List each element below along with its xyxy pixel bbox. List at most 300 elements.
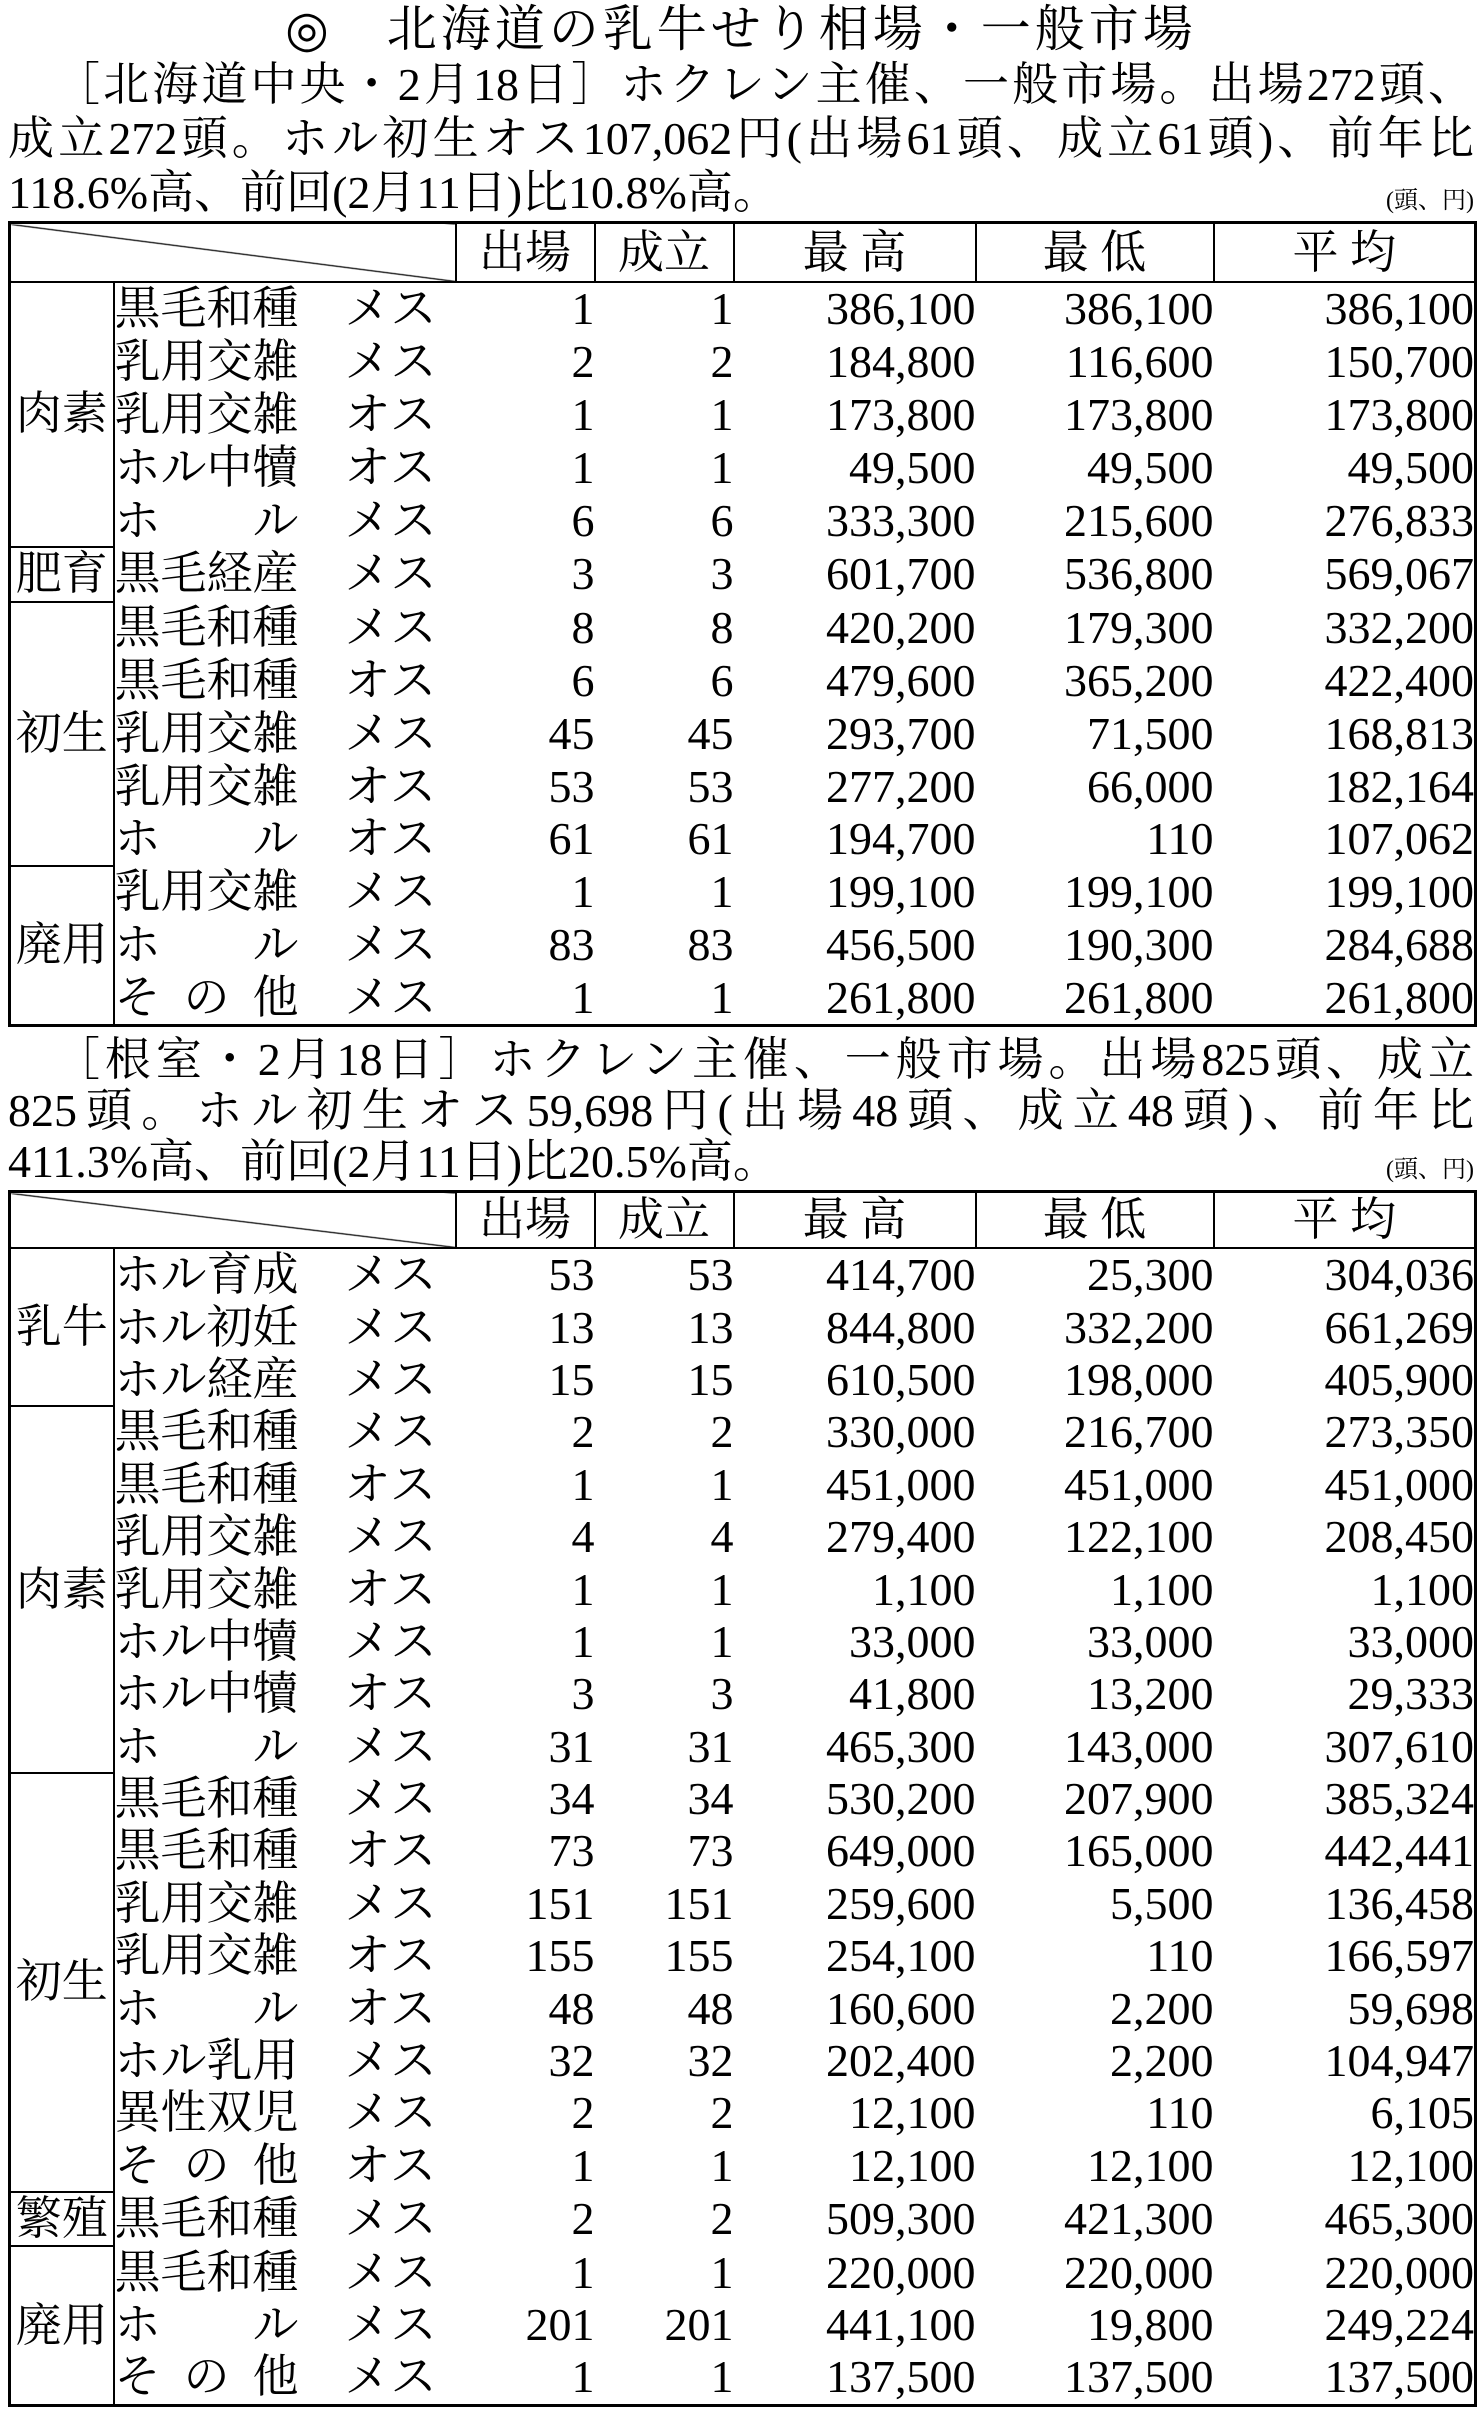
breed-char: 黒 xyxy=(114,1825,161,1877)
low-price: 165,000 xyxy=(1064,1825,1214,1877)
breed-char: ル xyxy=(252,2299,299,2350)
low-price: 19,800 xyxy=(1087,2299,1214,2350)
sold-count: 1 xyxy=(710,971,734,1023)
breed-name xyxy=(114,760,299,812)
breed-char: 乳 xyxy=(114,760,161,812)
table-body xyxy=(10,1248,1476,2405)
breed-char: 黒 xyxy=(114,283,161,335)
low-price: 421,300 xyxy=(1064,2193,1214,2245)
breed-char: 雑 xyxy=(252,336,299,388)
average-price: 385,324 xyxy=(1324,1773,1474,1825)
header-listed: 出場 xyxy=(456,1192,595,1249)
table-row xyxy=(10,494,1476,547)
low-price: 25,300 xyxy=(1087,1249,1214,1301)
row-label xyxy=(114,602,456,655)
low-price: 2,200 xyxy=(1110,1982,1214,2034)
breed-name xyxy=(114,918,299,970)
breed-char: ホ xyxy=(114,1720,161,1772)
header-high: 最 高 xyxy=(734,223,976,283)
average-price: 304,036 xyxy=(1324,1249,1474,1301)
breed-char: 種 xyxy=(252,2246,299,2298)
breed-char: 育 xyxy=(206,1249,253,1301)
low-price: 2,200 xyxy=(1110,2035,1214,2087)
breed-char: ホ xyxy=(114,2035,161,2087)
table-row xyxy=(10,282,1476,336)
table-row xyxy=(10,1930,1476,1982)
sex-label: メス xyxy=(344,1406,437,1458)
breed-char: 成 xyxy=(252,1249,299,1301)
listed-count: 73 xyxy=(548,1825,595,1877)
average-price: 332,200 xyxy=(1324,602,1474,654)
sold-count: 83 xyxy=(687,918,734,970)
low-price: 198,000 xyxy=(1064,1353,1214,1405)
sold-count: 151 xyxy=(664,1877,734,1929)
breed-char: 犢 xyxy=(252,1668,299,1720)
market-1-table xyxy=(8,1190,1477,2407)
breed-char: 児 xyxy=(252,2087,299,2139)
table-row xyxy=(10,2192,1476,2246)
listed-count: 1 xyxy=(571,1563,595,1615)
breed-char: ル xyxy=(252,1720,299,1772)
breed-char: 毛 xyxy=(160,1458,207,1510)
average-price: 1,100 xyxy=(1370,1563,1474,1615)
high-price: 137,500 xyxy=(826,2351,976,2403)
average-price: 405,900 xyxy=(1324,1353,1474,1405)
breed-char: ル xyxy=(160,1301,207,1353)
table-row xyxy=(10,866,1476,919)
category-label: 肥育 xyxy=(10,547,114,602)
average-price: 166,597 xyxy=(1324,1930,1474,1982)
listed-count: 6 xyxy=(571,654,595,706)
sex-label: メス xyxy=(344,918,437,970)
breed-char: 黒 xyxy=(114,1773,161,1825)
sold-count: 6 xyxy=(710,654,734,706)
listed-count: 45 xyxy=(548,707,595,759)
high-price: 293,700 xyxy=(826,707,976,759)
sex-label: メス xyxy=(344,1720,437,1772)
row-label xyxy=(114,389,456,442)
breed-char: の xyxy=(183,2351,230,2403)
listed-count: 155 xyxy=(525,1930,595,1982)
breed-char: 黒 xyxy=(114,1458,161,1510)
breed-name xyxy=(114,441,299,493)
sex-label: メス xyxy=(344,2246,437,2298)
listed-count: 4 xyxy=(571,1511,595,1563)
header-low: 最 低 xyxy=(976,1192,1214,1249)
low-price: 365,200 xyxy=(1064,654,1214,706)
sold-count: 34 xyxy=(687,1773,734,1825)
listed-count: 151 xyxy=(525,1877,595,1929)
breed-char: ホ xyxy=(114,918,161,970)
header-corner-cell xyxy=(10,223,456,283)
breed-char: 交 xyxy=(206,1930,253,1982)
breed-name xyxy=(114,1877,299,1929)
sex-label: メス xyxy=(344,1353,437,1405)
high-price: 261,800 xyxy=(826,971,976,1023)
breed-char: 用 xyxy=(160,760,207,812)
sold-count: 53 xyxy=(687,1249,734,1301)
row-label xyxy=(114,2087,456,2139)
table-row xyxy=(10,919,1476,972)
low-price: 116,600 xyxy=(1065,336,1214,388)
breed-char: 他 xyxy=(252,2351,299,2403)
high-price: 184,800 xyxy=(826,336,976,388)
low-price: 110 xyxy=(1146,2087,1214,2139)
high-price: 414,700 xyxy=(826,1249,976,1301)
category-label: 初生 xyxy=(10,1773,114,2192)
sold-count: 1 xyxy=(710,2351,734,2403)
breed-char: 毛 xyxy=(160,548,207,600)
sold-count: 13 xyxy=(687,1301,734,1353)
breed-char: 和 xyxy=(206,1458,253,1510)
breed-char: 乳 xyxy=(206,2035,253,2087)
table-header-row xyxy=(10,223,1476,283)
row-label xyxy=(114,707,456,760)
breed-char: ル xyxy=(160,1615,207,1667)
listed-count: 13 xyxy=(548,1301,595,1353)
sex-label: オス xyxy=(344,1930,437,1982)
sold-count: 2 xyxy=(710,2087,734,2139)
average-price: 276,833 xyxy=(1324,494,1474,546)
high-price: 41,800 xyxy=(849,1668,976,1720)
table-row xyxy=(10,1563,1476,1615)
breed-name xyxy=(114,2087,299,2139)
sold-count: 2 xyxy=(710,2193,734,2245)
breed-char: 用 xyxy=(160,1877,207,1929)
high-price: 254,100 xyxy=(826,1930,976,1982)
table-row xyxy=(10,1668,1476,1720)
breed-char: 雑 xyxy=(252,388,299,440)
breed-name xyxy=(114,654,299,706)
category-label: 乳牛 xyxy=(10,1248,114,1406)
sex-label: メス xyxy=(344,866,437,918)
breed-char: 黒 xyxy=(114,1406,161,1458)
listed-count: 2 xyxy=(571,2087,595,2139)
low-price: 33,000 xyxy=(1087,1615,1214,1667)
low-price: 143,000 xyxy=(1064,1720,1214,1772)
breed-char: 初 xyxy=(206,1301,253,1353)
sold-count: 1 xyxy=(710,1615,734,1667)
breed-name xyxy=(114,494,299,546)
sold-count: 45 xyxy=(687,707,734,759)
breed-char: ル xyxy=(252,918,299,970)
unit-note: (頭、円) xyxy=(1386,1157,1474,1183)
listed-count: 61 xyxy=(548,813,595,865)
table-row xyxy=(10,655,1476,708)
high-price: 479,600 xyxy=(826,654,976,706)
row-label xyxy=(114,1354,456,1406)
low-price: 5,500 xyxy=(1110,1877,1214,1929)
sex-label: メス xyxy=(344,1615,437,1667)
breed-char: ル xyxy=(252,813,299,865)
average-price: 442,441 xyxy=(1324,1825,1474,1877)
breed-char: 用 xyxy=(160,388,207,440)
average-price: 465,300 xyxy=(1324,2193,1474,2245)
high-price: 12,100 xyxy=(849,2087,976,2139)
sex-label: メス xyxy=(344,1773,437,1825)
table-row xyxy=(10,2087,1476,2139)
high-price: 277,200 xyxy=(826,760,976,812)
breed-name xyxy=(114,1249,299,1301)
high-price: 386,100 xyxy=(826,283,976,335)
category-label: 廃用 xyxy=(10,866,114,1026)
breed-char: ホ xyxy=(114,494,161,546)
low-price: 536,800 xyxy=(1064,548,1214,600)
high-price: 509,300 xyxy=(826,2193,976,2245)
breed-char: 交 xyxy=(206,1511,253,1563)
sex-label: メス xyxy=(344,2035,437,2087)
breed-char: 黒 xyxy=(114,602,161,654)
high-price: 530,200 xyxy=(826,1773,976,1825)
breed-char: 毛 xyxy=(160,2193,207,2245)
breed-name xyxy=(114,1930,299,1982)
breed-char: 交 xyxy=(206,760,253,812)
sex-label: オス xyxy=(344,1563,437,1615)
breed-name xyxy=(114,1406,299,1458)
breed-char: 用 xyxy=(160,1563,207,1615)
row-label xyxy=(114,1459,456,1511)
table-row xyxy=(10,2299,1476,2351)
breed-name xyxy=(114,1825,299,1877)
table-row xyxy=(10,2351,1476,2405)
average-price: 284,688 xyxy=(1324,918,1474,970)
breed-char: 乳 xyxy=(114,1930,161,1982)
breed-char: ホ xyxy=(114,1668,161,1720)
category-label: 肉素 xyxy=(10,282,114,547)
breed-char: 毛 xyxy=(160,2246,207,2298)
average-price: 136,458 xyxy=(1324,1877,1474,1929)
average-price: 107,062 xyxy=(1324,813,1474,865)
table-row xyxy=(10,1721,1476,1773)
listed-count: 3 xyxy=(571,548,595,600)
table-row xyxy=(10,547,1476,602)
breed-name xyxy=(114,707,299,759)
average-price: 12,100 xyxy=(1347,2139,1474,2191)
summary-line-text: 118.6%高、前回(2月11日)比10.8%高。 xyxy=(8,167,779,218)
sold-count: 6 xyxy=(710,494,734,546)
row-label xyxy=(114,2035,456,2087)
header-high: 最 高 xyxy=(734,1192,976,1249)
high-price: 456,500 xyxy=(826,918,976,970)
breed-char: 乳 xyxy=(114,388,161,440)
sex-label: メス xyxy=(344,283,437,335)
high-price: 199,100 xyxy=(826,866,976,918)
breed-name xyxy=(114,336,299,388)
table-row xyxy=(10,1459,1476,1511)
high-price: 49,500 xyxy=(849,441,976,493)
breed-char: 雑 xyxy=(252,1877,299,1929)
average-price: 199,100 xyxy=(1324,866,1474,918)
average-price: 451,000 xyxy=(1324,1458,1474,1510)
high-price: 610,500 xyxy=(826,1353,976,1405)
breed-char: 中 xyxy=(206,1668,253,1720)
table-row xyxy=(10,1248,1476,1301)
listed-count: 1 xyxy=(571,2139,595,2191)
market-1-summary xyxy=(8,1034,1474,1187)
breed-char: 和 xyxy=(206,654,253,706)
listed-count: 15 xyxy=(548,1353,595,1405)
breed-char: ル xyxy=(160,441,207,493)
table-row xyxy=(10,2246,1476,2298)
low-price: 12,100 xyxy=(1087,2139,1214,2191)
header-average: 平 均 xyxy=(1214,223,1476,283)
breed-char: 黒 xyxy=(114,548,161,600)
table-row xyxy=(10,760,1476,813)
unit-note: (頭、円) xyxy=(1386,188,1474,214)
breed-char: 雑 xyxy=(252,1563,299,1615)
sold-count: 31 xyxy=(687,1720,734,1772)
listed-count: 2 xyxy=(571,1406,595,1458)
low-price: 13,200 xyxy=(1087,1668,1214,1720)
breed-char: 種 xyxy=(252,2193,299,2245)
breed-name xyxy=(114,813,299,865)
high-price: 259,600 xyxy=(826,1877,976,1929)
average-price: 49,500 xyxy=(1347,441,1474,493)
sex-label: オス xyxy=(344,1825,437,1877)
table-row xyxy=(10,813,1476,866)
row-label xyxy=(114,813,456,866)
row-label xyxy=(114,547,456,602)
high-price: 844,800 xyxy=(826,1301,976,1353)
listed-count: 6 xyxy=(571,494,595,546)
sex-label: オス xyxy=(344,654,437,706)
listed-count: 31 xyxy=(548,1720,595,1772)
breed-name xyxy=(114,1668,299,1720)
table-row xyxy=(10,1354,1476,1406)
breed-name xyxy=(114,388,299,440)
row-label xyxy=(114,655,456,708)
sold-count: 8 xyxy=(710,602,734,654)
sold-count: 48 xyxy=(687,1982,734,2034)
average-price: 661,269 xyxy=(1324,1301,1474,1353)
breed-char: 雑 xyxy=(252,707,299,759)
breed-char: ホ xyxy=(114,1249,161,1301)
row-label xyxy=(114,282,456,336)
table-row xyxy=(10,707,1476,760)
sold-count: 15 xyxy=(687,1353,734,1405)
average-price: 569,067 xyxy=(1324,548,1474,600)
row-label xyxy=(114,1721,456,1773)
breed-char: 交 xyxy=(206,707,253,759)
high-price: 649,000 xyxy=(826,1825,976,1877)
breed-name xyxy=(114,1301,299,1353)
sold-count: 1 xyxy=(710,388,734,440)
average-price: 168,813 xyxy=(1324,707,1474,759)
table-row xyxy=(10,1511,1476,1563)
row-label xyxy=(114,2299,456,2351)
row-label xyxy=(114,1668,456,1720)
table-row xyxy=(10,1982,1476,2034)
average-price: 422,400 xyxy=(1324,654,1474,706)
high-price: 202,400 xyxy=(826,2035,976,2087)
breed-char: 交 xyxy=(206,388,253,440)
listed-count: 1 xyxy=(571,971,595,1023)
breed-char: ホ xyxy=(114,813,161,865)
sold-count: 4 xyxy=(710,1511,734,1563)
listed-count: 83 xyxy=(548,918,595,970)
breed-char: 用 xyxy=(160,1930,207,1982)
breed-char: ホ xyxy=(114,1982,161,2034)
sold-count: 155 xyxy=(664,1930,734,1982)
low-price: 220,000 xyxy=(1064,2246,1214,2298)
sold-count: 53 xyxy=(687,760,734,812)
low-price: 332,200 xyxy=(1064,1301,1214,1353)
row-label xyxy=(114,494,456,547)
high-price: 441,100 xyxy=(826,2299,976,2350)
breed-char: 用 xyxy=(252,2035,299,2087)
high-price: 194,700 xyxy=(826,813,976,865)
listed-count: 48 xyxy=(548,1982,595,2034)
breed-char: 毛 xyxy=(160,283,207,335)
breed-name xyxy=(114,2246,299,2298)
breed-char: 黒 xyxy=(114,2193,161,2245)
row-label xyxy=(114,760,456,813)
market-0-summary xyxy=(8,58,1474,220)
sex-label: オス xyxy=(344,1458,437,1510)
breed-char: 交 xyxy=(206,1563,253,1615)
row-label xyxy=(114,441,456,494)
header-average: 平 均 xyxy=(1214,1192,1476,1249)
sold-count: 1 xyxy=(710,441,734,493)
average-price: 150,700 xyxy=(1324,336,1474,388)
sex-label: オス xyxy=(344,1668,437,1720)
breed-char: の xyxy=(183,2139,230,2191)
header-corner-cell xyxy=(10,1192,456,1249)
table-row xyxy=(10,389,1476,442)
sex-label: メス xyxy=(344,1301,437,1353)
breed-char: 雑 xyxy=(252,1930,299,1982)
breed-char: 犢 xyxy=(252,1615,299,1667)
breed-char: 経 xyxy=(206,1353,253,1405)
table-row xyxy=(10,2140,1476,2192)
breed-char: ル xyxy=(252,1982,299,2034)
breed-char: 種 xyxy=(252,1406,299,1458)
table-row xyxy=(10,336,1476,389)
sold-count: 3 xyxy=(710,1668,734,1720)
breed-char: 用 xyxy=(160,336,207,388)
listed-count: 1 xyxy=(571,1458,595,1510)
breed-char: 乳 xyxy=(114,336,161,388)
sold-count: 2 xyxy=(710,1406,734,1458)
breed-name xyxy=(114,2139,299,2191)
high-price: 451,000 xyxy=(826,1458,976,1510)
breed-char: 雑 xyxy=(252,760,299,812)
breed-char: 毛 xyxy=(160,1825,207,1877)
summary-line: ［根室・2月18日］ホクレン主催、一般市場。出場825頭、成立 xyxy=(54,1034,1474,1085)
table-header-row xyxy=(10,1192,1476,1249)
breed-char: 産 xyxy=(252,548,299,600)
high-price: 279,400 xyxy=(826,1511,976,1563)
breed-char: 乳 xyxy=(114,1563,161,1615)
breed-char: 中 xyxy=(206,441,253,493)
low-price: 122,100 xyxy=(1064,1511,1214,1563)
breed-char: ホ xyxy=(114,441,161,493)
sold-count: 1 xyxy=(710,866,734,918)
row-label xyxy=(114,1878,456,1930)
breed-name xyxy=(114,283,299,335)
row-label xyxy=(114,1930,456,1982)
sold-count: 32 xyxy=(687,2035,734,2087)
summary-line xyxy=(8,1136,1474,1187)
sold-count: 3 xyxy=(710,548,734,600)
sex-label: メス xyxy=(344,707,437,759)
high-price: 465,300 xyxy=(826,1720,976,1772)
low-price: 49,500 xyxy=(1087,441,1214,493)
breed-name xyxy=(114,2351,299,2403)
low-price: 386,100 xyxy=(1064,283,1214,335)
breed-char: 種 xyxy=(252,602,299,654)
low-price: 137,500 xyxy=(1064,2351,1214,2403)
